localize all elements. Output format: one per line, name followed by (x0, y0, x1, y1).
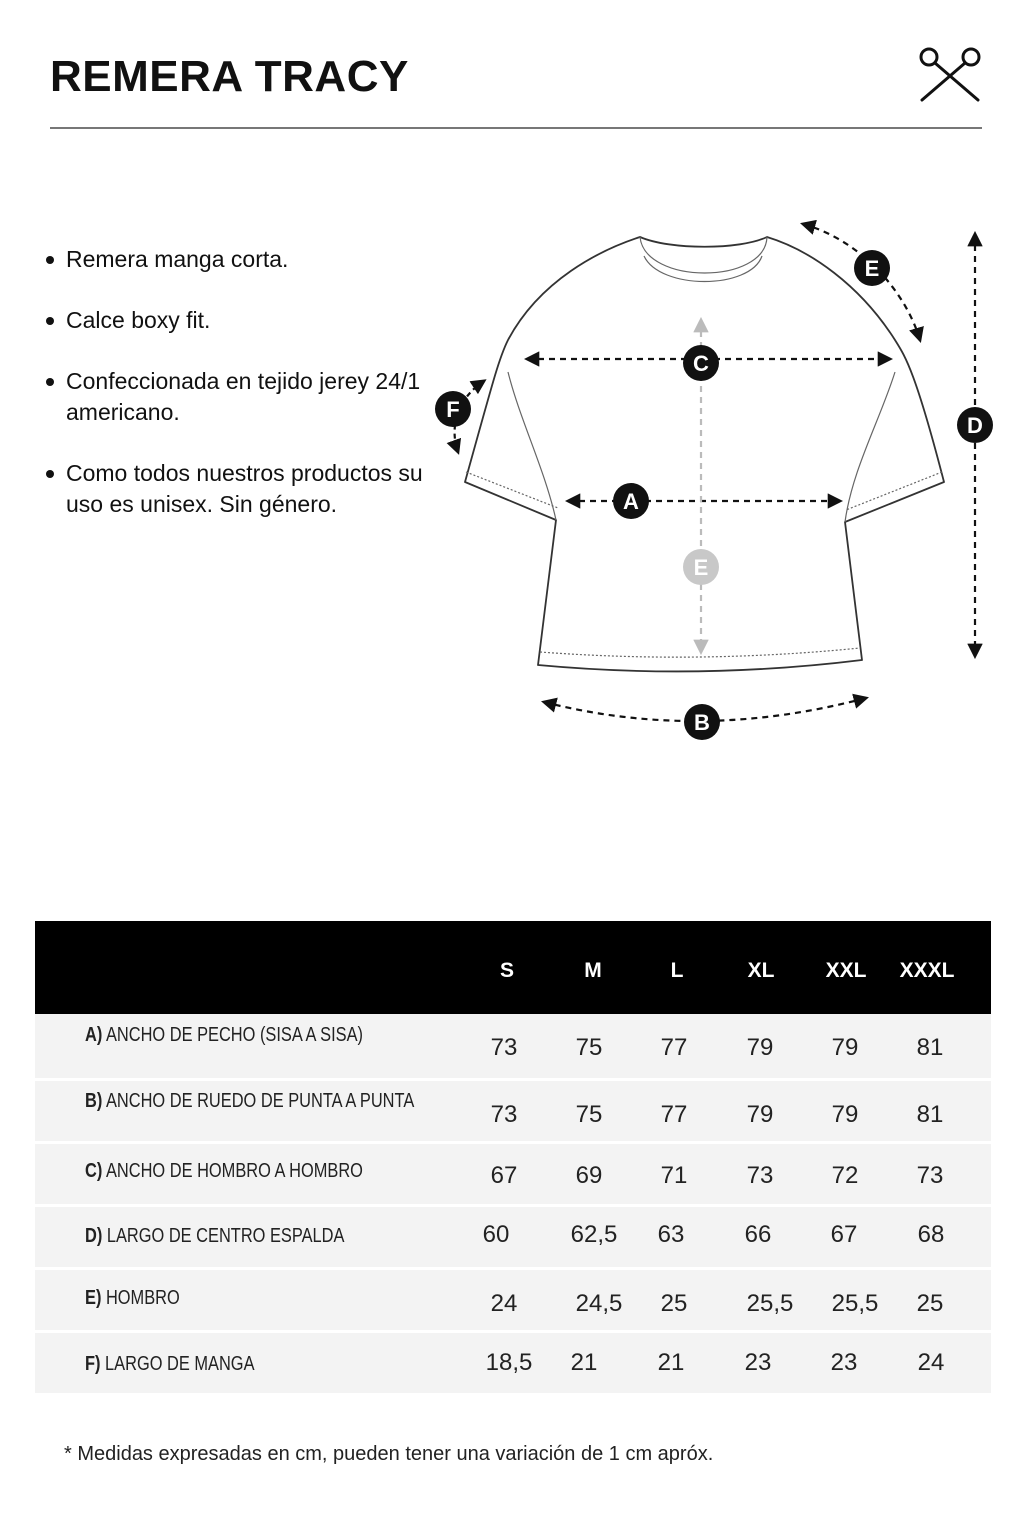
table-row-c (35, 1144, 991, 1204)
table-cell: 67 (830, 1221, 858, 1248)
table-row-d (35, 1207, 991, 1267)
table-cell: 79 (831, 1101, 859, 1128)
svg-text:F: F (446, 397, 460, 422)
size-table-header (35, 921, 991, 1014)
table-cell: 81 (916, 1101, 944, 1128)
svg-text:D: D (967, 413, 983, 438)
table-cell: 24 (917, 1349, 945, 1376)
table-cell: 73 (746, 1162, 774, 1189)
feature-item: Remera manga corta. (44, 244, 424, 275)
marker-a (613, 483, 649, 519)
feature-item: Como todos nuestros productos su uso es unisex. Sin género. (44, 458, 424, 520)
size-header-xxxl: XXXL (899, 959, 955, 982)
table-row-e (35, 1270, 991, 1330)
table-cell: 77 (660, 1034, 688, 1061)
table-row-a (35, 1014, 991, 1078)
table-cell: 25 (916, 1290, 944, 1317)
table-cell: 63 (657, 1221, 685, 1248)
table-cell: 23 (830, 1349, 858, 1376)
table-cell: 25,5 (831, 1290, 879, 1317)
size-header-xxl: XXL (825, 959, 867, 982)
size-header-l: L (670, 959, 684, 982)
row-label: D) LARGO DE CENTRO ESPALDA (85, 1225, 345, 1247)
table-cell: 77 (660, 1101, 688, 1128)
tshirt-outline (465, 237, 944, 671)
table-cell: 21 (570, 1349, 598, 1376)
marker-b (684, 704, 720, 740)
feature-item: Calce boxy fit. (44, 305, 424, 336)
svg-text:E: E (864, 256, 880, 281)
table-cell: 66 (744, 1221, 772, 1248)
row-label: C) ANCHO DE HOMBRO A HOMBRO (85, 1160, 363, 1182)
table-cell: 25 (660, 1290, 688, 1317)
svg-text:E: E (693, 555, 709, 580)
row-label: B) ANCHO DE RUEDO DE PUNTA A PUNTA (85, 1090, 415, 1112)
marker-f (435, 391, 471, 427)
table-cell: 62,5 (570, 1221, 618, 1248)
table-cell: 23 (744, 1349, 772, 1376)
table-cell: 79 (746, 1101, 774, 1128)
product-title: REMERA TRACY (50, 52, 409, 101)
table-cell: 60 (482, 1221, 510, 1248)
size-table (35, 921, 991, 1393)
table-row-f (35, 1333, 991, 1393)
table-cell: 73 (916, 1162, 944, 1189)
row-label: F) LARGO DE MANGA (85, 1353, 255, 1375)
table-cell: 72 (831, 1162, 859, 1189)
size-header-m: M (584, 959, 602, 982)
marker-e (854, 250, 890, 286)
table-cell: 18,5 (485, 1349, 533, 1376)
svg-text:A: A (623, 489, 639, 514)
row-label: E) HOMBRO (85, 1287, 180, 1309)
size-header-xl: XL (747, 959, 775, 982)
table-cell: 75 (575, 1034, 603, 1061)
marker-c (683, 345, 719, 381)
table-cell: 67 (490, 1162, 518, 1189)
table-cell: 24 (490, 1290, 518, 1317)
marker-d (957, 407, 993, 443)
feature-list (44, 244, 424, 550)
table-cell: 79 (746, 1034, 774, 1061)
marker-e-back (683, 549, 719, 585)
table-cell: 81 (916, 1034, 944, 1061)
table-cell: 69 (575, 1162, 603, 1189)
row-label: A) ANCHO DE PECHO (SISA A SISA) (85, 1024, 363, 1046)
svg-text:C: C (693, 351, 709, 376)
tshirt-measurement-diagram (420, 200, 1020, 760)
header-divider (50, 127, 982, 129)
table-cell: 71 (660, 1162, 688, 1189)
table-row-b (35, 1081, 991, 1141)
size-header-s: S (499, 959, 514, 982)
table-cell: 73 (490, 1034, 518, 1061)
feature-item: Confeccionada en tejido jerey 24/1 americano. (44, 366, 424, 428)
table-cell: 79 (831, 1034, 859, 1061)
table-cell: 68 (917, 1221, 945, 1248)
table-cell: 73 (490, 1101, 518, 1128)
scissors-icon (916, 44, 984, 104)
svg-text:B: B (694, 710, 710, 735)
table-cell: 25,5 (746, 1290, 794, 1317)
measurement-footnote: * Medidas expresadas en cm, pueden tener una variación de 1 cm apróx. (64, 1443, 714, 1465)
table-cell: 21 (657, 1349, 685, 1376)
table-cell: 75 (575, 1101, 603, 1128)
table-cell: 24,5 (575, 1290, 623, 1317)
